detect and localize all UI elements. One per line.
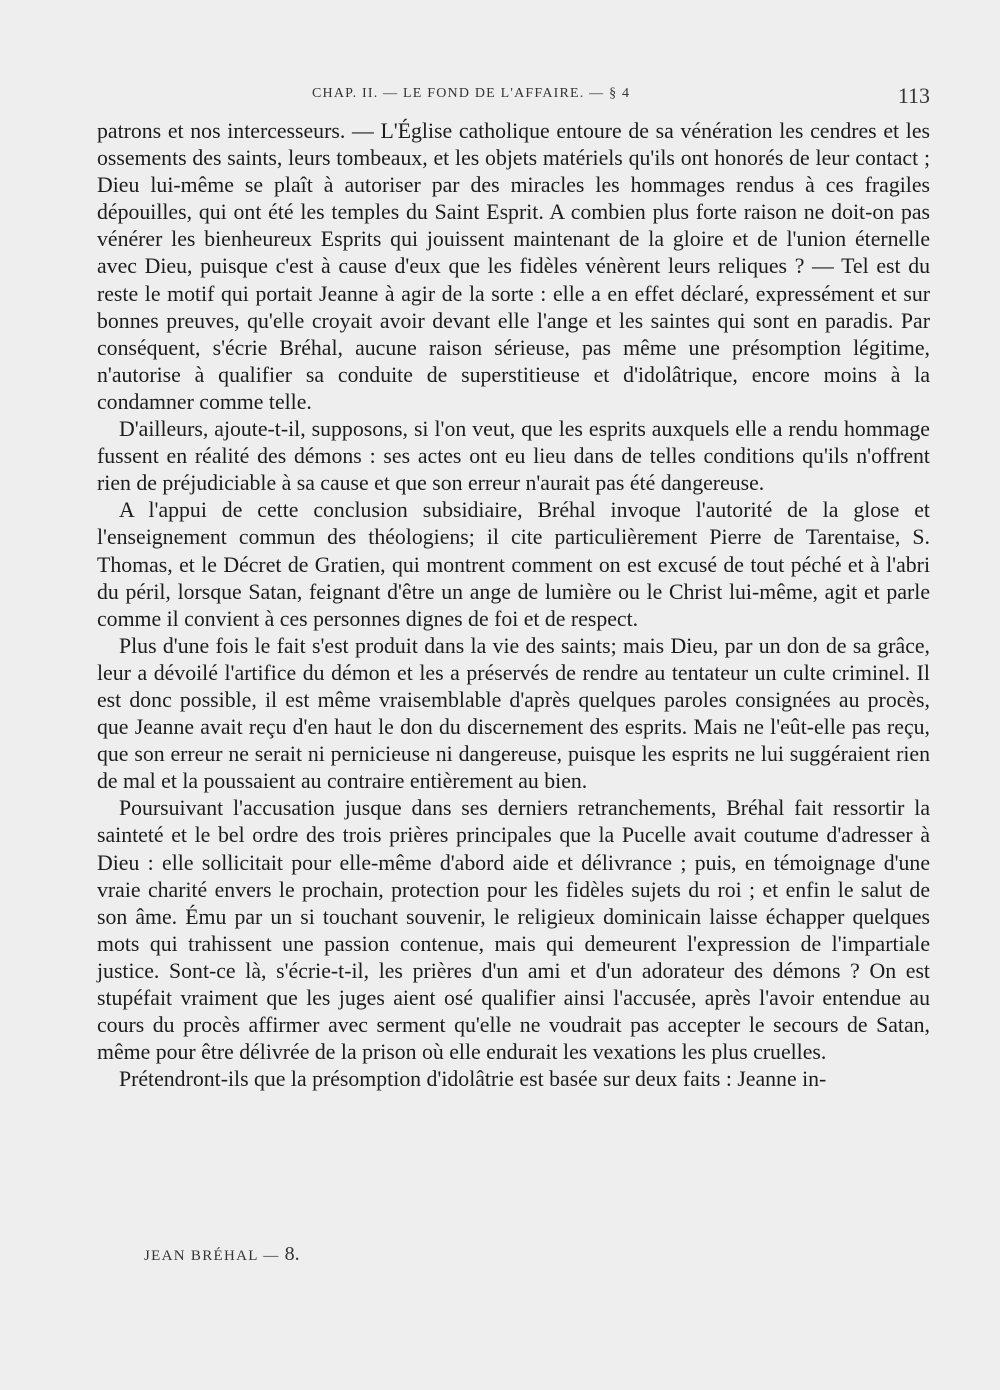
paragraph-1: patrons et nos intercesseurs. — L'Église catholique entoure de sa vénération les cendres et les ossements des saints, leurs tombeaux, et les objets matériels qu'ils ont honorés de leur contact ; Dieu lui-même se plaît à autoriser par des miracles les hommages rendus à ces fragiles dépouilles, qui ont été les temples du Saint Esprit. A combien plus forte raison ne doit-on pas vénérer les bienheureux Esprits qui jouissent maintenant de la gloire et de l'union éternelle avec Dieu, puisque c'est à cause d'eux que les fidèles vénèrent leurs reliques ? — Tel est du reste le motif qui portait Jeanne à agir de la sorte : elle a en effet déclaré, expressément et sur bonnes preuves, qu'elle croyait avoir devant elle l'ange et les saintes qui sont en paradis. Par conséquent, s'écrie Bréhal, aucune raison sérieuse, pas même une présomption légitime, n'autorise à qualifier sa conduite de superstitieuse et d'idolâtrique, encore moins à la condamner comme telle.	[97, 119, 930, 414]
paragraph-6: Prétendront-ils que la présomption d'idolâtrie est basée sur deux faits : Jeanne in-	[119, 1067, 827, 1092]
running-title: CHAP. II. — LE FOND DE L'AFFAIRE. — § 4	[312, 86, 631, 101]
paragraph-4: Plus d'une fois le fait s'est produit dans la vie des saints; mais Dieu, par un don de sa grâce, leur a dévoilé l'artifice du démon et les a préservés de rendre au tentateur un culte criminel. Il est donc possible, il est même vraisemblable d'après quelques paroles consignées au procès, que Jeanne avait reçu d'en haut le don du discernement des esprits. Mais ne l'eût-elle pas reçu, que son erreur ne serait ni pernicieuse ni dangereuse, puisque les esprits ne lui suggéraient rien de mal et la poussaient au contraire entièrement au bien.	[97, 633, 930, 794]
signature-mark	[144, 1243, 300, 1266]
signature-number: 8.	[284, 1243, 300, 1265]
page-number: 113	[897, 83, 930, 108]
paragraph-3: A l'appui de cette conclusion subsidiaire, Bréhal invoque l'autorité de la glose et l'enseignement commun des théologiens; il cite particulièrement Pierre de Tarentaise, S. Thomas, et le Décret de Gratien, qui montrent comment on est excusé de tout péché et à l'abri du péril, lorsque Satan, feignant d'être un ange de lumière ou le Christ lui-même, agit et parle comme il convient à ces personnes dignes de foi et de respect.	[97, 498, 930, 631]
paragraph-2: D'ailleurs, ajoute-t-il, supposons, si l'on veut, que les esprits auxquels elle a rendu hommage fussent en réalité des démons : ses actes ont eu lieu dans de telles conditions qu'ils n'offrent rien de préjudiciable à sa cause et que son erreur n'aurait pas été dangereuse.	[97, 417, 930, 496]
running-head	[97, 84, 930, 110]
signature-label: JEAN BRÉHAL —	[144, 1248, 280, 1264]
paragraph-5: Poursuivant l'accusation jusque dans ses derniers retranchements, Bréhal fait ressortir la sainteté et le bel ordre des trois prières principales que la Pucelle avait coutume d'adresser à Dieu : elle sollicitait pour elle-même d'abord aide et délivrance ; puis, en témoignage d'une vraie charité envers le prochain, protection pour les fidèles sujets du roi ; et enfin le salut de son âme. Ému par un si touchant souvenir, le religieux dominicain laisse échapper quelques mots qui trahissent une passion contenue, mais qui demeurent l'expression de l'impartiale justice. Sont-ce là, s'écrie-t-il, les prières d'un ami et d'un adorateur des démons ? On est stupéfait vraiment que les juges aient osé qualifier ainsi l'accusée, après l'avoir entendue au cours du procès affirmer avec serment qu'elle ne voudrait pas accepter le secours de Satan, même pour être délivrée de la prison où elle endurait les vexations les plus cruelles.	[97, 796, 930, 1065]
body-text	[97, 118, 930, 1093]
